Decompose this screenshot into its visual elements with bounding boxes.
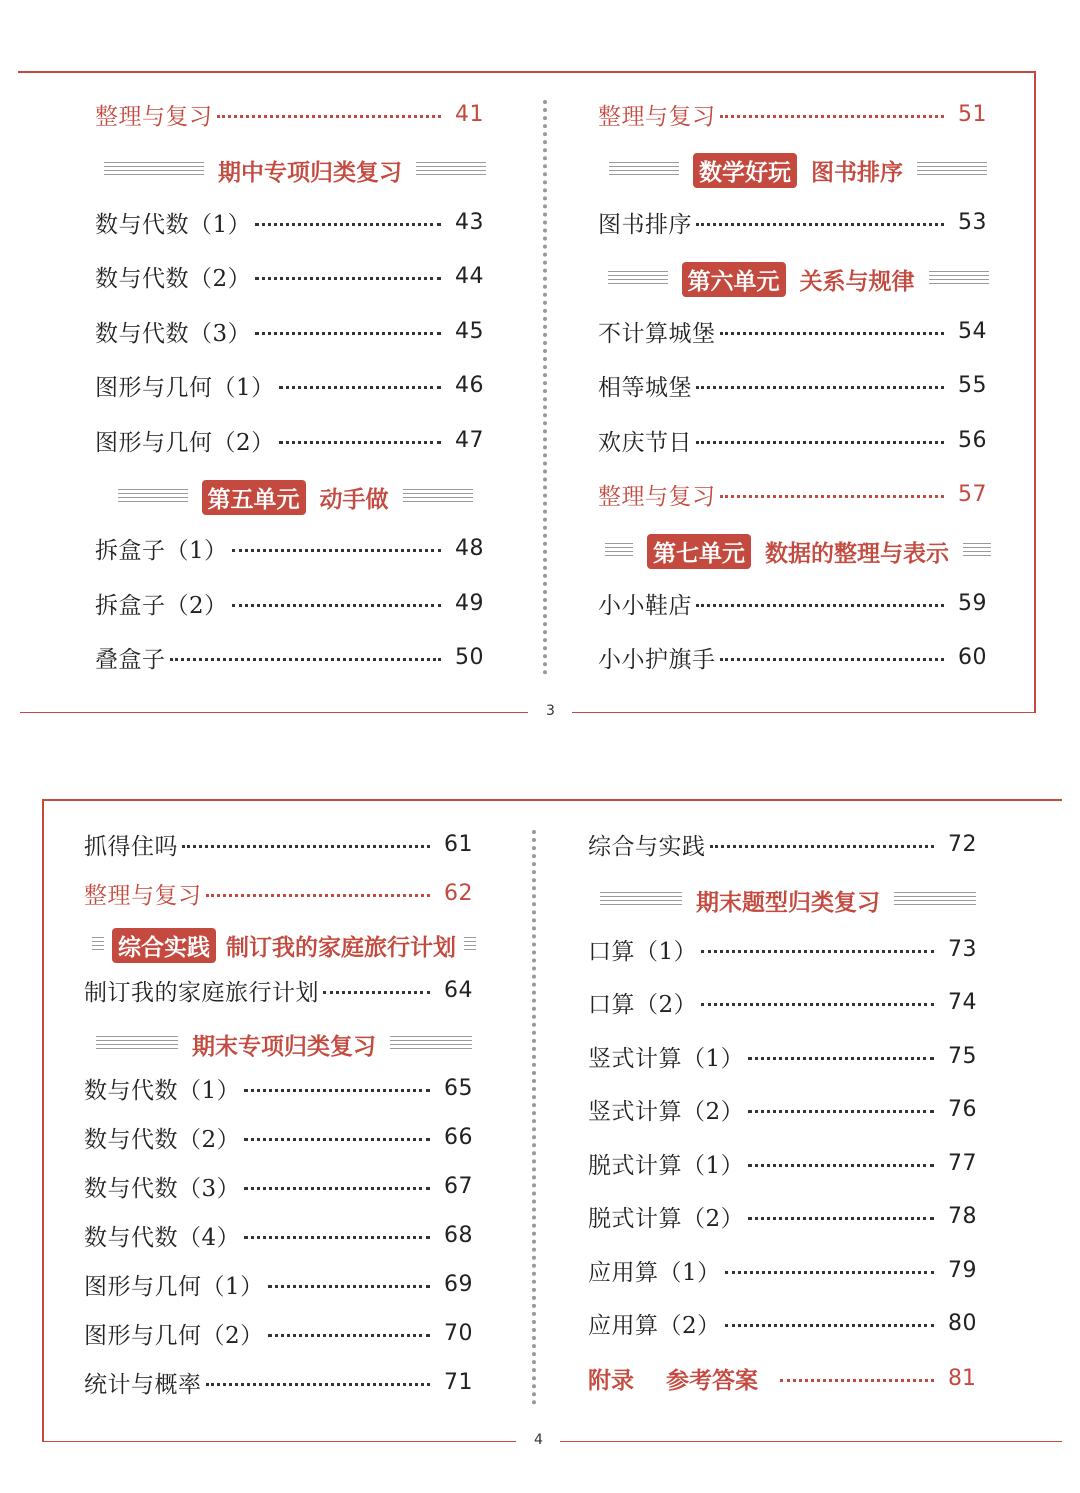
section-heading	[95, 477, 495, 517]
toc-entry[interactable]: 整理与复习 57	[598, 481, 987, 510]
toc-entry[interactable]: 数与代数（1） 65	[84, 1075, 473, 1104]
toc-entry[interactable]: 脱式计算（2） 78	[588, 1203, 977, 1232]
toc-entry[interactable]: 不计算城堡 54	[598, 318, 987, 347]
bottom-border-left	[42, 1441, 516, 1442]
section-heading	[84, 925, 484, 965]
toc-entry[interactable]: 图书排序 53	[598, 209, 987, 238]
toc-entry[interactable]: 整理与复习 62	[84, 880, 473, 909]
toc-entry[interactable]: 整理与复习 51	[598, 101, 987, 130]
toc-entry[interactable]: 图形与几何（1） 69	[84, 1271, 473, 1300]
section-title: 图书排序	[811, 159, 903, 186]
section-badge: 第七单元	[647, 534, 751, 569]
toc-entry[interactable]: 口算（1） 73	[588, 936, 977, 965]
column-divider	[543, 100, 547, 675]
toc-entry[interactable]: 图形与几何（1） 46	[95, 372, 484, 401]
toc-entry[interactable]: 叠盒子 50	[95, 644, 484, 673]
toc-entry[interactable]: 整理与复习 41	[95, 101, 484, 130]
section-title: 关系与规律	[799, 268, 915, 295]
appendix-entry[interactable]: 附录 参考答案 81	[588, 1361, 988, 1395]
section-heading	[598, 150, 998, 190]
section-heading	[598, 259, 998, 299]
toc-entry[interactable]: 抓得住吗 61	[84, 831, 473, 860]
section-title: 制订我的家庭旅行计划	[226, 934, 456, 961]
toc-page-4	[0, 745, 1080, 1493]
toc-entry[interactable]: 欢庆节日 56	[598, 427, 987, 456]
section-heading	[84, 1024, 484, 1064]
page-number: 4	[534, 1432, 543, 1448]
section-heading	[588, 880, 988, 920]
bottom-border-right	[560, 1441, 1062, 1442]
toc-entry[interactable]: 数与代数（2） 66	[84, 1124, 473, 1153]
toc-entry[interactable]: 统计与概率 71	[84, 1369, 473, 1398]
toc-entry[interactable]: 口算（2） 74	[588, 989, 977, 1018]
section-badge: 数学好玩	[693, 153, 797, 188]
toc-entry[interactable]: 小小鞋店 59	[598, 590, 987, 619]
toc-entry[interactable]: 数与代数（3） 67	[84, 1173, 473, 1202]
toc-entry[interactable]: 竖式计算（2） 76	[588, 1096, 977, 1125]
toc-entry[interactable]: 数与代数（3） 45	[95, 318, 484, 347]
toc-entry[interactable]: 相等城堡 55	[598, 372, 987, 401]
toc-entry[interactable]: 拆盒子（2） 49	[95, 590, 484, 619]
top-border	[42, 799, 1062, 801]
toc-entry[interactable]: 数与代数（2） 44	[95, 263, 484, 292]
toc-entry[interactable]: 综合与实践 72	[588, 831, 977, 860]
section-title: 期末专项归类复习	[192, 1033, 376, 1060]
section-badge: 第五单元	[202, 480, 306, 515]
toc-entry[interactable]: 制订我的家庭旅行计划 64	[84, 977, 473, 1006]
column-divider	[532, 830, 536, 1405]
appendix-label: 附录	[588, 1367, 634, 1394]
bottom-border-right	[572, 712, 1036, 713]
toc-page-3	[0, 0, 1080, 745]
section-title: 期末题型归类复习	[696, 889, 880, 916]
toc-entry[interactable]: 拆盒子（1） 48	[95, 535, 484, 564]
page-number: 3	[546, 703, 555, 719]
section-title: 数据的整理与表示	[765, 540, 949, 567]
appendix-title: 参考答案	[666, 1367, 758, 1394]
toc-entry[interactable]: 数与代数（4） 68	[84, 1222, 473, 1251]
toc-entry[interactable]: 图形与几何（2） 47	[95, 427, 484, 456]
right-border	[1034, 71, 1036, 713]
section-title: 期中专项归类复习	[218, 159, 402, 186]
top-border	[18, 71, 1036, 73]
toc-entry[interactable]: 应用算（1） 79	[588, 1257, 977, 1286]
toc-entry[interactable]: 数与代数（1） 43	[95, 209, 484, 238]
bottom-border-left	[20, 712, 528, 713]
left-border	[42, 799, 44, 1442]
section-heading	[598, 531, 998, 571]
toc-entry[interactable]: 竖式计算（1） 75	[588, 1043, 977, 1072]
section-title: 动手做	[319, 486, 389, 513]
section-heading	[95, 150, 495, 190]
toc-entry[interactable]: 图形与几何（2） 70	[84, 1320, 473, 1349]
section-badge: 综合实践	[112, 928, 216, 963]
toc-entry[interactable]: 应用算（2） 80	[588, 1310, 977, 1339]
toc-entry[interactable]: 小小护旗手 60	[598, 644, 987, 673]
toc-entry[interactable]: 脱式计算（1） 77	[588, 1150, 977, 1179]
section-badge: 第六单元	[682, 262, 786, 297]
